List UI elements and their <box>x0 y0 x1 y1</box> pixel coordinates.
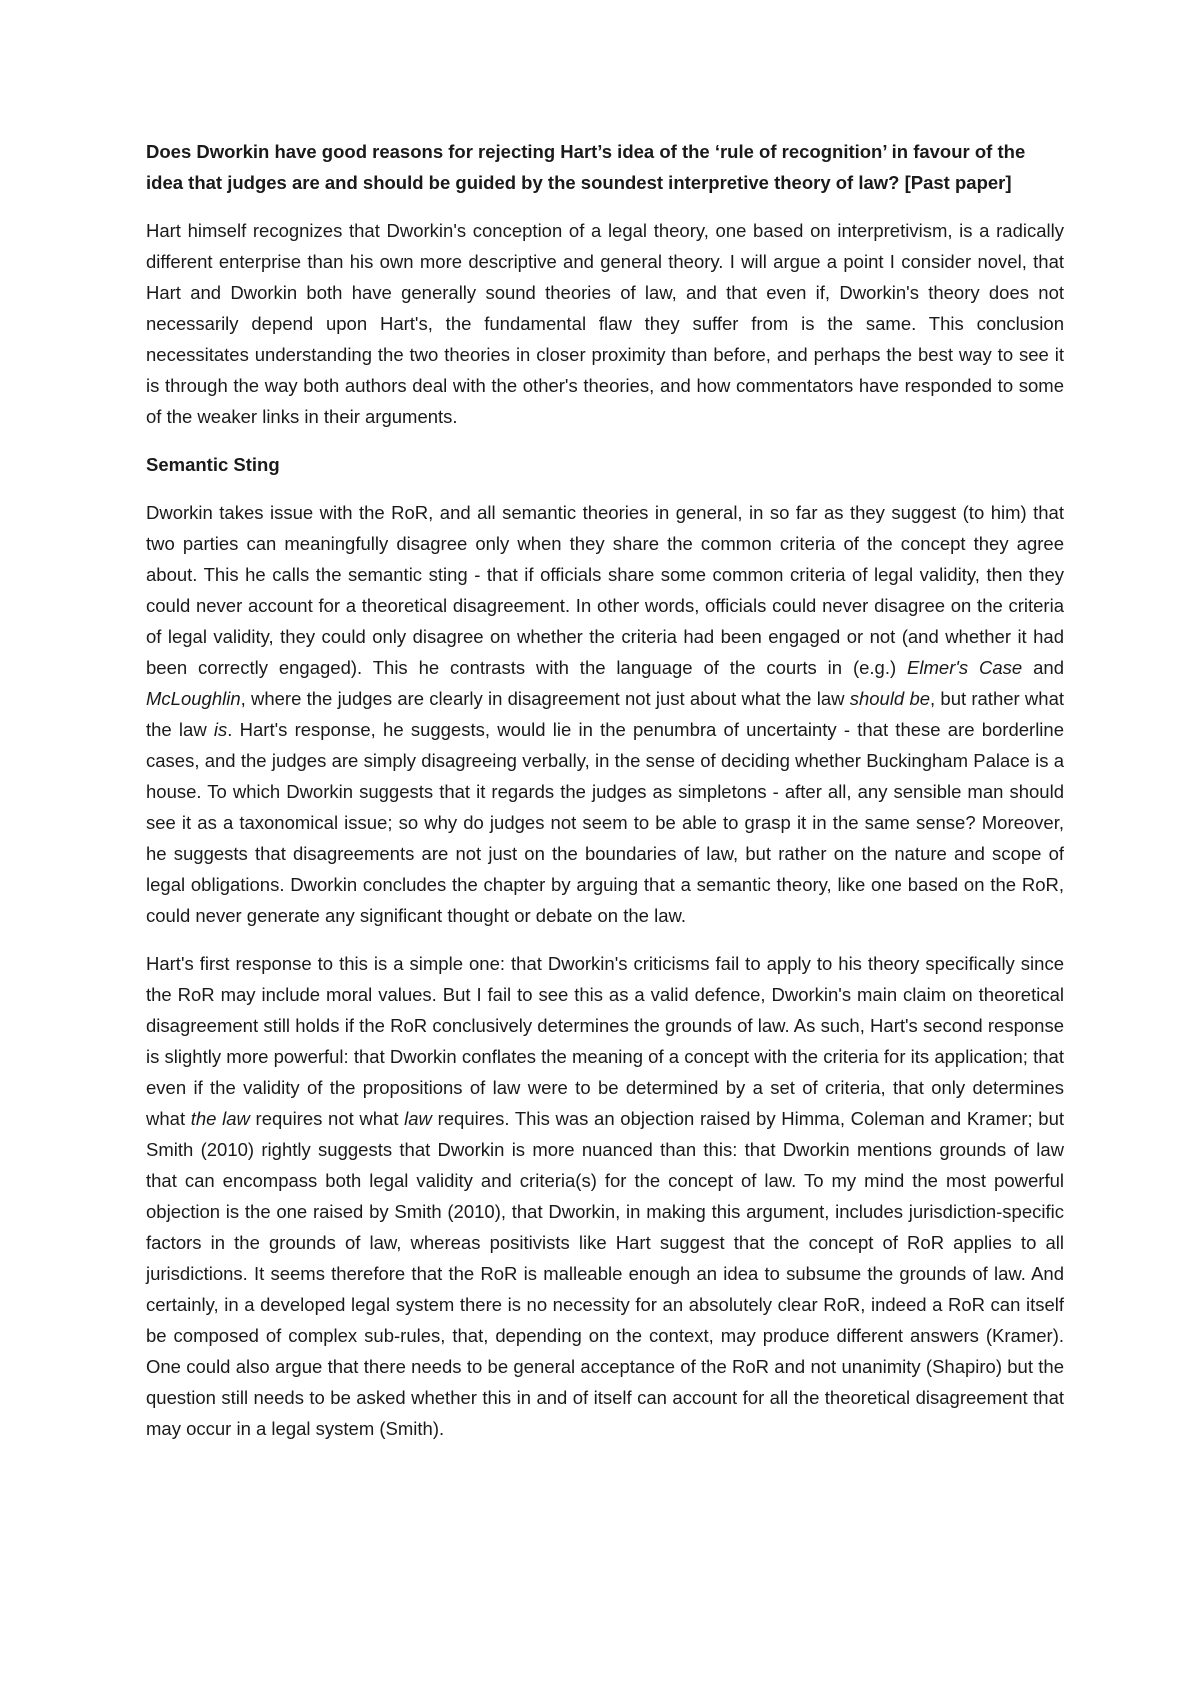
emphasis: is <box>213 719 228 740</box>
case-name: Elmer's Case <box>907 657 1023 678</box>
emphasis: the law <box>190 1108 250 1129</box>
emphasis: law <box>404 1108 432 1129</box>
semantic-sting-paragraph <box>146 497 1064 931</box>
emphasis: should be <box>849 688 931 709</box>
document-page <box>146 136 1064 1461</box>
text-run: . Hart's response, he suggests, would lie in the penumbra of uncertainty - that these are borderline cases, and the judges are simply disagreeing verbally, in the sense of deciding whether Buckingham Palace is a house. To which Dworkin suggests that it regards the judges as simpletons - after all, any sensible man should see it as a taxonomical issue; so why do judges not seem to be able to grasp it in the same sense? Moreover, he suggests that disagreements are not just on the boundaries of law, but rather on the nature and scope of legal obligations. Dworkin concludes the chapter by arguing that a semantic theory, like one based on the RoR, could never generate any significant thought or debate on the law. <box>146 719 1064 926</box>
text-run: Dworkin takes issue with the RoR, and all semantic theories in general, in so far as they suggest (to him) that two parties can meaningfully disagree only when they share the common criteria of the concept they agree about. This he calls the semantic sting - that if officials share some common criteria of legal validity, then they could never account for a theoretical disagreement. In other words, officials could never disagree on the criteria of legal validity, they could only disagree on whether the criteria had been engaged or not (and whether it had been correctly engaged). This he contrasts with the language of the courts in (e.g.) <box>146 502 1064 678</box>
text-run: requires. This was an objection raised by Himma, Coleman and Kramer; but Smith (2010) rightly suggests that Dworkin is more nuanced than this: that Dworkin mentions grounds of law that can encompass both legal validity and criteria(s) for the concept of law. To my mind the most powerful objection is the one raised by Smith (2010), that Dworkin, in making this argument, includes jurisdiction-specific factors in the grounds of law, whereas positivists like Hart suggest that the concept of RoR applies to all jurisdictions. It seems therefore that the RoR is malleable enough an idea to subsume the grounds of law. And certainly, in a developed legal system there is no necessity for an absolutely clear RoR, indeed a RoR can itself be composed of complex sub-rules, that, depending on the context, may produce different answers (Kramer). One could also argue that there needs to be general acceptance of the RoR and not unanimity (Shapiro) but the question still needs to be asked whether this in and of itself can account for all the theoretical disagreement that may occur in a legal system (Smith). <box>146 1108 1064 1439</box>
intro-paragraph: Hart himself recognizes that Dworkin's conception of a legal theory, one based on interpretivism, is a radically different enterprise than his own more descriptive and general theory. I will argue a point I consider novel, that Hart and Dworkin both have generally sound theories of law, and that even if, Dworkin's theory does not necessarily depend upon Hart's, the fundamental flaw they suffer from is the same. This conclusion necessitates understanding the two theories in closer proximity than before, and perhaps the best way to see it is through the way both authors deal with the other's theories, and how commentators have responded to some of the weaker links in their arguments. <box>146 220 1064 427</box>
hart-response-paragraph <box>146 948 1064 1444</box>
essay-question: Does Dworkin have good reasons for rejecting Hart’s idea of the ‘rule of recognition’ in favour of the idea that judges are and should be guided by the soundest interpretive theory of law? [Past paper] <box>146 141 1026 193</box>
text-run: , where the judges are clearly in disagreement not just about what the law <box>240 688 850 709</box>
text-run: and <box>1022 657 1064 678</box>
text-run: , but rather what the law <box>146 688 1064 740</box>
section-heading: Semantic Sting <box>146 454 280 475</box>
text-run: requires not what <box>249 1108 405 1129</box>
case-name: McLoughlin <box>146 688 241 709</box>
text-run: Hart's first response to this is a simple one: that Dworkin's criticisms fail to apply to his theory specifically since the RoR may include moral values. But I fail to see this as a valid defence, Dworkin's main claim on theoretical disagreement still holds if the RoR conclusively determines the grounds of law. As such, Hart's second response is slightly more powerful: that Dworkin conflates the meaning of a concept with the criteria for its application; that even if the validity of the propositions of law were to be determined by a set of criteria, that only determines what <box>146 953 1064 1129</box>
